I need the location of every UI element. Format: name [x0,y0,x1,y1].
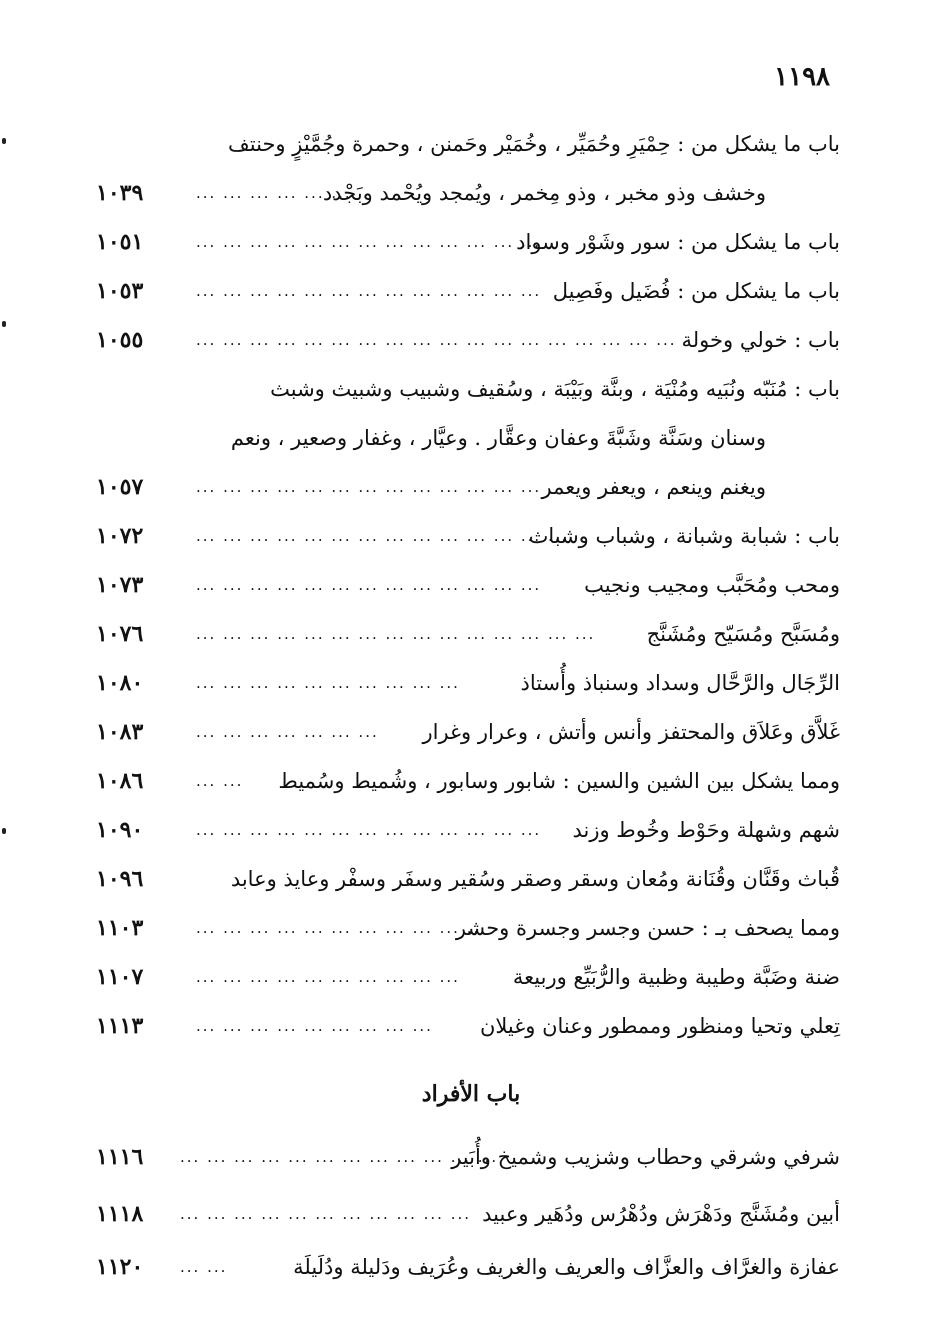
index-entry [96,367,840,411]
index-entry [96,1245,840,1289]
index-entry [96,318,840,362]
entry-page: ١٠٥٣ [96,278,144,304]
entry-page: ١١٠٣ [96,915,144,941]
leader-dots: ... ... ... ... ... ... ... ... ... ... ... ... ... [196,821,542,839]
leader-dots: ... ... [196,772,244,790]
entry-page: ١٠٨٣ [96,719,144,745]
entry-text: عفازة والغرَّاف والعزَّاف والعريف والغريف وعُرَيف ودَليلة ودُلَيلَة [293,1255,840,1279]
index-entry [96,465,840,509]
entry-text: ومما يصحف بـ : حسن وجسر وجسرة وحشر [455,916,840,940]
index-entry [96,906,840,950]
index-entry [96,857,840,901]
page-number: ١١٩٨ [774,62,830,92]
entry-page: ١١١٨ [96,1201,144,1227]
entry-page: ١١٢٠ [96,1254,144,1280]
index-entry [96,220,840,264]
leader-dots: ... ... ... ... ... ... ... [196,723,379,741]
index-entry [96,1192,840,1236]
entry-text: باب ما يشكل من : سور وشَوْر وسواد [516,230,840,254]
entry-text: شهم وشهلة وحَوْط وخُوط وزند [572,818,840,842]
entry-page: ١٠٥٥ [96,327,144,353]
leader-dots: ... ... ... ... ... ... ... ... ... ... ... ... ... [196,282,542,300]
entry-page: ١٠٣٩ [96,180,144,206]
entry-text: باب ما يشكل من : حِمْيَرِ وحُمَيِّر ، وخُمَيْر وحَمنن ، وحمرة وجُمَّيْزٍ وحنتف [228,132,840,156]
entry-text: قُباث وقَنَّان وقُنَانة ومُعان وسقر وصقر وسُقير وسفَر وسفْر وعايذ وعابد [230,867,840,891]
entry-text: وسنان وسَنَّة وشَبَّةَ وعفان وعقَّار . وعيَّار ، وغفار وصعير ، ونعم [230,426,766,450]
entry-text: باب : خولي وخولة [681,328,840,352]
entry-text: باب : شبابة وشبانة ، وشباب وشباث [528,524,840,548]
entry-page: ١١١٦ [96,1144,144,1170]
index-entry [96,171,840,215]
leader-dots: ... ... ... ... ... ... ... ... ... ... ... [180,1205,472,1223]
index-entry [96,416,840,460]
entry-page: ١٠٥٧ [96,474,144,500]
entry-text: ضنة وضَبَّة وطيبة وظبية والرُّبَيِّع وربيعة [512,965,840,989]
leader-dots: ... ... ... ... ... ... ... ... ... ... ... ... [180,1148,499,1166]
leader-dots: ... ... ... ... ... ... ... ... ... ... ... ... ... ... [196,527,569,545]
entry-text: ومُسَبَّح ومُسَيّح ومُشَنَّج [646,622,840,646]
entry-page: ١٠٥١ [96,229,144,255]
entry-page: ١٠٨٠ [96,670,144,696]
entry-text: باب ما يشكل من : فُضَيل وفَصِيل [552,279,840,303]
entry-text: ويغنم وينعم ، ويعفر ويعمر [541,475,766,499]
entry-page: ١١١٣ [96,1013,144,1039]
index-entry [96,1135,840,1179]
leader-dots: ... ... ... ... ... ... ... ... ... ... ... ... ... ... ... ... ... ... [196,331,677,349]
entry-text: غَلاَّق وعَلاَق والمحتفز وأنس وأتش ، وعرار وغرار [422,720,840,744]
entry-page: ١٠٧٢ [96,523,144,549]
entry-page: ١٠٧٣ [96,572,144,598]
index-entry [96,955,840,999]
leader-dots: ... ... ... ... ... ... ... ... ... ... ... ... ... [196,233,542,251]
leader-dots: ... ... ... ... ... ... ... ... ... ... ... ... ... [196,576,542,594]
entry-page: ١٠٧٦ [96,621,144,647]
leader-dots: ... ... ... ... ... ... [196,184,352,202]
leader-dots: ... ... ... ... ... ... ... ... ... [196,1017,433,1035]
leader-dots: ... ... [180,1258,228,1276]
entry-text: أبين ومُشَنَّج ودَهْرَش ودُهْرُس ودُهَير وعبيد [482,1202,840,1226]
section-heading: باب الأفراد [421,1081,521,1107]
index-entry [96,1004,840,1048]
entry-text: شرفي وشرقي وحطاب وشزيب وشميخ وأُبَير [451,1145,840,1169]
index-entry [96,710,840,754]
leader-dots: ... ... ... ... ... ... ... ... ... ... ... [196,919,488,937]
index-entry [96,563,840,607]
entry-page: ١٠٨٦ [96,768,144,794]
leader-dots: ... ... ... ... ... ... ... ... ... ... [196,968,460,986]
entry-page: ١١٠٧ [96,964,144,990]
entry-text: ومحب ومُحَبَّب ومجيب ونجيب [584,573,840,597]
entry-text: الرِّجَال والرَّحَّال وسداد وسنباذ وأُستاذ [520,671,840,695]
entry-page: ١٠٩٦ [96,866,144,892]
entry-page: ١٠٩٠ [96,817,144,843]
entry-text: باب : مُنَبّه ونُبَيه ومُنْيَة ، وبنَّة وبَيْبَة ، وسُقيف وشبيب وشبيث وشبث [270,377,840,401]
index-entry [96,759,840,803]
leader-dots: ... ... ... ... ... ... ... ... ... ... ... ... ... [196,478,542,496]
index-entry [96,808,840,852]
index-entry [96,514,840,558]
index-entry [96,612,840,656]
leader-dots: ... ... ... ... ... ... ... ... ... ... [196,674,460,692]
entry-text: ومما يشكل بين الشين والسين : شابور وسابور ، وشُميط وسُميط [278,769,840,793]
index-entry [96,269,840,313]
entry-text: وخشف وذو مخبر ، وذو مِخمر ، ويُمجد ويُحْمد وبَجْدد [322,181,766,205]
entry-text: تِعلي وتحيا ومنظور وممطور وعنان وغيلان [479,1014,840,1038]
index-entry [96,122,840,166]
leader-dots: ... ... ... ... ... ... ... ... ... ... ... ... ... ... ... [196,625,596,643]
index-entry [96,661,840,705]
